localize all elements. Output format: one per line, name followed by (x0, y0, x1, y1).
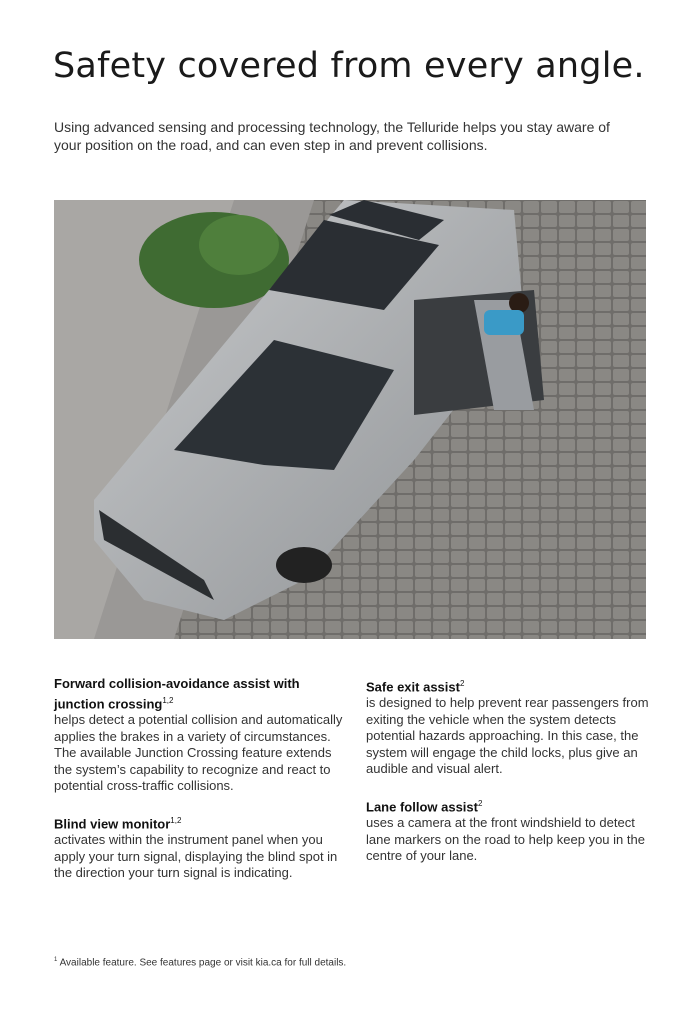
feature-title-text: Blind view monitor (54, 816, 171, 832)
feature-blind-view-monitor (54, 812, 344, 882)
feature-title (366, 675, 656, 695)
footnote-ref: 1,2 (162, 696, 174, 705)
page-title: Safety covered from every angle. (53, 46, 645, 86)
footnote-marker: 1 (54, 957, 58, 963)
footnote-ref: 2 (459, 679, 465, 688)
footnote-ref: 1,2 (170, 815, 182, 825)
feature-title (366, 795, 656, 815)
hero-image-suv-top-view (54, 200, 646, 639)
feature-body: helps detect a potential collision and automatically applies the brakes in a variety of circumstances. The available Junction Crossing feature extends the system’s capability to recognize and react to potential cross-traffic collisions. (54, 712, 343, 794)
feature-safe-exit-assist (366, 675, 656, 778)
footnote-ref: 2 (477, 798, 483, 808)
feature-title (54, 812, 344, 832)
feature-title-text: Lane follow assist (366, 799, 478, 815)
feature-body: uses a camera at the front windshield to detect lane markers on the road to help keep you in the centre of your lane. (366, 815, 645, 864)
intro-paragraph: Using advanced sensing and processing technology, the Telluride helps you stay aware of your position on the road, and can even step in and prevent collisions. (54, 119, 610, 153)
features-right-column (366, 675, 656, 882)
feature-title (54, 675, 344, 712)
feature-body: is designed to help prevent rear passengers from exiting the vehicle when the system detects potential hazards approaching. In this case, the system will engage the child locks, plus give an audible and visual alert. (366, 695, 649, 777)
feature-body: activates within the instrument panel when you apply your turn signal, displaying the blind spot in the direction your turn signal is indicating. (54, 832, 338, 881)
footnote (54, 957, 346, 968)
feature-title-text: Safe exit assist (366, 679, 460, 695)
feature-lane-follow-assist (366, 795, 656, 865)
feature-title-text: Forward collision-avoidance assist with junction crossing (54, 676, 300, 712)
footnote-text: Available feature. See features page or visit kia.ca for full details. (57, 957, 347, 969)
features-left-column (54, 675, 344, 899)
feature-forward-collision (54, 675, 344, 795)
